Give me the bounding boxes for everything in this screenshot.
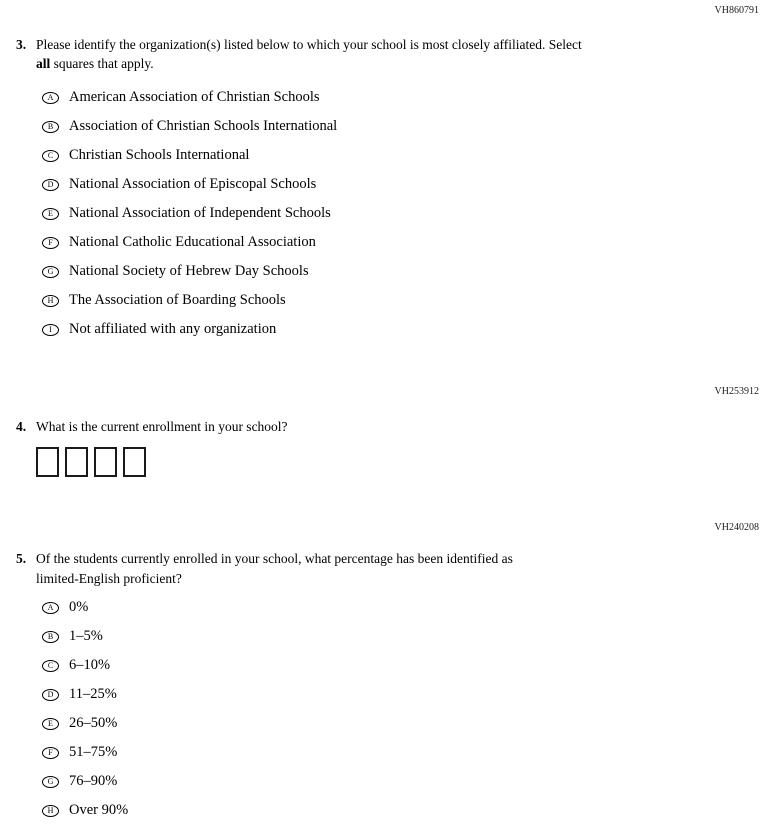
q5-option-b[interactable] (42, 628, 771, 645)
bubble-i-icon[interactable]: I (42, 324, 59, 336)
bubble-a-icon[interactable]: A (42, 602, 59, 614)
bubble-c-icon[interactable]: C (42, 660, 59, 672)
q3-option-g[interactable] (42, 263, 771, 280)
bubble-g-icon[interactable]: G (42, 776, 59, 788)
bubble-e-icon[interactable]: E (42, 208, 59, 220)
question-3-text-line2: squares that apply. (50, 56, 154, 71)
q5-option-g-label: 76–90% (69, 773, 118, 789)
question-3-number: 3. (16, 37, 27, 52)
bubble-f-icon[interactable]: F (42, 747, 59, 759)
bubble-h-icon[interactable]: H (42, 805, 59, 817)
question-4-text: What is the current enrollment in your school? (36, 419, 288, 434)
enrollment-digit-box-2[interactable] (65, 447, 88, 477)
question-3-text-bold: all (36, 56, 51, 71)
question-5-text (36, 549, 553, 589)
bubble-d-icon[interactable]: D (42, 179, 59, 191)
q3-option-d[interactable] (42, 176, 771, 193)
bubble-h-icon[interactable]: H (42, 295, 59, 307)
bubble-f-icon[interactable]: F (42, 237, 59, 249)
question-5-text-line2: limited-English proficient? (36, 571, 182, 586)
question-5-options (42, 599, 771, 819)
question-3-options (42, 89, 771, 338)
q5-option-e[interactable] (42, 715, 771, 732)
question-5-text-line1: Of the students currently enrolled in your school, what percentage has been identified as (36, 551, 513, 566)
question-3-text (36, 35, 622, 73)
q3-option-i-label: Not affiliated with any organization (69, 321, 277, 337)
q3-option-e[interactable] (42, 205, 771, 222)
q5-option-d-label: 11–25% (69, 686, 117, 702)
enrollment-digit-box-3[interactable] (94, 447, 117, 477)
q3-option-b[interactable] (42, 118, 771, 135)
question-3 (16, 35, 771, 73)
question-5 (16, 549, 771, 589)
q3-option-b-label: Association of Christian Schools International (69, 118, 338, 134)
item-code-q5: VH240208 (714, 522, 759, 533)
bubble-c-icon[interactable]: C (42, 150, 59, 162)
q5-option-c[interactable] (42, 657, 771, 674)
q3-option-h-label: The Association of Boarding Schools (69, 292, 286, 308)
q5-option-f-label: 51–75% (69, 744, 118, 760)
bubble-b-icon[interactable]: B (42, 631, 59, 643)
q5-option-e-label: 26–50% (69, 715, 118, 731)
item-code-q4: VH253912 (714, 386, 759, 397)
q5-option-a-label: 0% (69, 599, 89, 615)
bubble-g-icon[interactable]: G (42, 266, 59, 278)
q5-option-g[interactable] (42, 773, 771, 790)
q5-option-d[interactable] (42, 686, 771, 703)
q3-option-c-label: Christian Schools International (69, 147, 250, 163)
q3-option-f[interactable] (42, 234, 771, 251)
q5-option-h-label: Over 90% (69, 802, 129, 818)
q3-option-a-label: American Association of Christian Schools (69, 89, 320, 105)
q5-option-f[interactable] (42, 744, 771, 761)
q5-option-c-label: 6–10% (69, 657, 111, 673)
enrollment-digit-boxes (36, 447, 771, 477)
bubble-e-icon[interactable]: E (42, 718, 59, 730)
question-3-text-line1: Please identify the organization(s) listed below to which your school is most closely affiliated. Select (36, 37, 582, 52)
q5-option-h[interactable] (42, 802, 771, 819)
q3-option-e-label: National Association of Independent Schools (69, 205, 331, 221)
item-code-q3: VH860791 (714, 5, 759, 16)
question-4-number: 4. (16, 419, 27, 434)
q3-option-h[interactable] (42, 292, 771, 309)
q3-option-a[interactable] (42, 89, 771, 106)
enrollment-digit-box-1[interactable] (36, 447, 59, 477)
q3-option-i[interactable] (42, 321, 771, 338)
q3-option-f-label: National Catholic Educational Association (69, 234, 316, 250)
bubble-a-icon[interactable]: A (42, 92, 59, 104)
q3-option-g-label: National Society of Hebrew Day Schools (69, 263, 309, 279)
q5-option-b-label: 1–5% (69, 628, 103, 644)
bubble-b-icon[interactable]: B (42, 121, 59, 133)
enrollment-digit-box-4[interactable] (123, 447, 146, 477)
question-5-number: 5. (16, 551, 27, 566)
q3-option-d-label: National Association of Episcopal Schools (69, 176, 317, 192)
question-4 (16, 417, 771, 436)
bubble-d-icon[interactable]: D (42, 689, 59, 701)
q5-option-a[interactable] (42, 599, 771, 616)
q3-option-c[interactable] (42, 147, 771, 164)
